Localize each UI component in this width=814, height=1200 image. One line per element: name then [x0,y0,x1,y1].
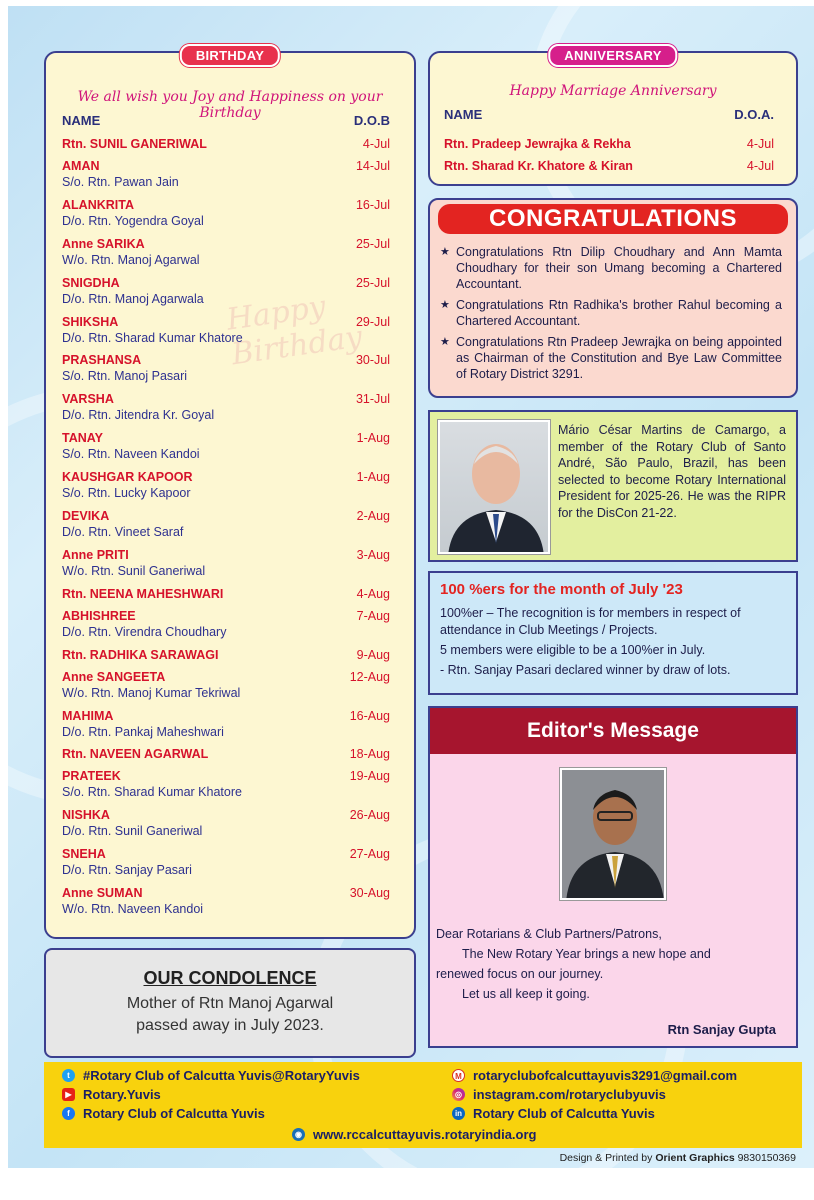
credit-phone: 9830150369 [737,1152,796,1164]
birthday-relation: D/o. Rtn. Yogendra Goyal [62,213,204,228]
birthday-row-main [62,648,390,662]
birthday-relation: S/o. Rtn. Sharad Kumar Khatore [62,785,242,800]
congrats-text: Congratulations Rtn Pradeep Jewrajka on being appointed as Chairman of the Constitution and Bye Law Committee of Rotary District 3291. [456,335,782,381]
birthday-name: TANAY [62,431,103,446]
birthday-name: Rtn. RADHIKA SARAWAGI [62,647,219,662]
facebook-handle: Rotary Club of Calcutta Yuvis [83,1106,265,1121]
person-icon [440,422,550,554]
ri-president-photo [438,420,550,554]
birthday-panel [44,48,416,939]
list-item [440,334,782,382]
birthday-date: 16-Jul [355,197,390,212]
birthday-date: 26-Aug [349,808,390,823]
birthday-row-main [62,137,390,151]
birthday-date: 1-Aug [356,470,390,485]
birthday-row [62,886,390,925]
birthday-name: ALANKRITA [62,197,134,212]
linkedin-icon: in [452,1107,465,1120]
birthday-row-main [62,847,390,861]
birthday-row-main [62,886,390,900]
birthday-row [62,470,390,509]
birthday-row-main [62,548,390,562]
birthday-name: Anne SANGEETA [62,669,166,684]
birthday-row [62,353,390,392]
happy-birthday-watermark: Happy Birthday [224,289,365,373]
birthday-date: 19-Aug [349,769,390,784]
birthday-relation: S/o. Rtn. Manoj Pasari [62,369,188,384]
birthday-row [62,648,390,670]
twitter-link[interactable] [62,1068,360,1083]
birthday-row [62,137,390,159]
birthday-row-main [62,392,390,406]
birthday-row-main [62,509,390,523]
linkedin-handle: Rotary Club of Calcutta Yuvis [473,1106,655,1121]
birthday-name: AMAN [62,159,100,173]
col-doa: D.O.A. [734,107,774,122]
gmail-address: rotaryclubofcalcuttayuvis3291@gmail.com [473,1068,738,1083]
twitter-icon: t [62,1069,75,1082]
birthday-name: PRASHANSA [62,353,142,368]
editor-panel [428,706,798,1048]
birthday-row [62,237,390,276]
birthday-row-main [62,747,390,761]
birthday-name: NISHKA [62,808,110,823]
birthday-row-main [62,315,390,329]
anniversary-wish: Happy Marriage Anniversary [509,83,717,99]
editor-signature: Rtn Sanjay Gupta [667,1022,776,1037]
birthday-relation: S/o. Rtn. Naveen Kandoi [62,447,200,462]
birthday-date: 18-Aug [349,747,390,762]
birthday-name: ABHISHREE [62,608,136,623]
editor-greeting: Dear Rotarians & Club Partners/Patrons, [436,927,662,941]
birthday-relation: W/o. Rtn. Manoj Kumar Tekriwal [62,685,241,700]
hundred-line: - Rtn. Sanjay Pasari declared winner by draw of lots. [440,663,731,677]
birthday-date: 9-Aug [356,647,390,662]
birthday-date: 30-Aug [349,886,390,901]
hundred-line: 5 members were eligible to be a 100%er in July. [440,643,706,657]
youtube-icon: ▶ [62,1088,75,1101]
birthday-row-main [62,470,390,484]
linkedin-link[interactable] [452,1106,655,1121]
birthday-row [62,808,390,847]
anniversary-header [444,107,774,122]
birthday-name: Rtn. NAVEEN AGARWAL [62,747,209,762]
hundred-body [440,605,786,682]
birthday-date: 27-Aug [349,847,390,862]
col-name: NAME [62,113,101,128]
birthday-row [62,276,390,315]
birthday-relation: W/o. Rtn. Sunil Ganeriwal [62,563,206,578]
birthday-date: 25-Jul [355,275,390,290]
editor-paragraph: Let us all keep it going. [462,987,590,1001]
hundred-line: 100%er – The recognition is for members in respect of attendance in Club Meetings / Projects. [440,606,741,637]
col-name: NAME [444,107,483,122]
birthday-date: 14-Jul [355,159,390,173]
birthday-relation: D/o. Rtn. Pankaj Maheshwari [62,724,224,739]
birthday-name: VARSHA [62,392,114,407]
credit-name: Orient Graphics [655,1152,735,1164]
birthday-relation: W/o. Rtn. Manoj Agarwal [62,252,200,267]
editor-title: Editor's Message [430,708,796,754]
star-icon: ★ [440,299,450,311]
birthday-row-main [62,670,390,684]
anniversary-name: Rtn. Sharad Kr. Khatore & Kiran [444,159,633,173]
anniversary-panel [428,48,798,186]
birthday-row [62,587,390,609]
anniversary-date: 4-Jul [746,137,774,151]
birthday-row [62,509,390,548]
congratulations-panel [428,198,798,398]
birthday-name: DEVIKA [62,509,110,524]
birthday-relation: W/o. Rtn. Naveen Kandoi [62,902,204,917]
birthday-row-main [62,276,390,290]
birthday-row-main [62,353,390,367]
instagram-icon: ◎ [452,1088,465,1101]
congratulations-list [440,244,782,387]
birthday-date: 30-Jul [355,353,390,368]
contact-footer [44,1062,802,1148]
birthday-relation: D/o. Rtn. Jitendra Kr. Goyal [62,408,215,423]
birthday-relation: S/o. Rtn. Lucky Kapoor [62,486,191,501]
birthday-row [62,769,390,808]
congrats-text: Congratulations Rtn Radhika's brother Rahul becoming a Chartered Accountant. [456,298,782,328]
birthday-header [62,113,390,128]
birthday-name: Rtn. NEENA MAHESHWARI [62,586,224,601]
birthday-row-main [62,159,390,173]
birthday-row-main [62,198,390,212]
birthday-row [62,670,390,709]
editor-paragraph: renewed focus on our journey. [436,967,604,981]
facebook-link[interactable] [62,1106,265,1121]
anniversary-name: Rtn. Pradeep Jewrajka & Rekha [444,137,631,151]
ri-president-text: Mário César Martins de Camargo, a member of the Rotary Club of Santo André, São Paulo, Brazil, has been selected to become Rotary International President for 2025-26. He was the RIPR for the DisCon 21-22. [558,423,786,520]
list-item [440,297,782,329]
hundred-heading: 100 %ers for the month of July '23 [440,581,683,598]
facebook-icon: f [62,1107,75,1120]
birthday-date: 3-Aug [356,547,390,562]
twitter-handle: #Rotary Club of Calcutta Yuvis@RotaryYuvis [83,1068,360,1083]
ri-president-panel [428,410,798,562]
star-icon: ★ [440,336,450,348]
gmail-link[interactable] [452,1068,737,1083]
birthday-row-main [62,237,390,251]
birthday-relation: S/o. Rtn. Pawan Jain [62,175,179,189]
birthday-date: 25-Jul [355,236,390,251]
birthday-row [62,747,390,769]
editor-body [436,924,786,1004]
birthday-date: 29-Jul [355,314,390,329]
birthday-date: 4-Aug [356,586,390,601]
anniversary-row [444,159,774,173]
birthday-name: Rtn. SUNIL GANERIWAL [62,137,207,151]
birthday-relation: D/o. Rtn. Virendra Choudhary [62,624,227,639]
website-link[interactable] [292,1127,536,1142]
birthday-row [62,159,390,198]
website-url: www.rccalcuttayuvis.rotaryindia.org [313,1127,537,1142]
birthday-row [62,709,390,748]
birthday-relation: D/o. Rtn. Vineet Saraf [62,525,184,540]
birthday-date: 1-Aug [356,431,390,446]
birthday-date: 31-Jul [355,392,390,407]
birthday-date: 4-Jul [362,137,390,151]
birthday-name: MAHIMA [62,708,114,723]
birthday-badge: BIRTHDAY [180,44,280,67]
birthday-row [62,548,390,587]
person-icon [562,770,666,900]
gmail-icon: M [452,1069,465,1082]
birthday-name: Anne SARIKA [62,236,145,251]
birthday-row [62,198,390,237]
birthday-wish: We all wish you Joy and Happiness on your Birthday [77,89,383,121]
birthday-name: SHIKSHA [62,314,119,329]
birthday-relation: D/o. Rtn. Manoj Agarwala [62,291,204,306]
birthday-name: KAUSHGAR KAPOOR [62,470,193,485]
birthday-row [62,431,390,470]
instagram-handle: instagram.com/rotaryclubyuvis [473,1087,666,1102]
birthday-date: 16-Aug [349,708,390,723]
birthday-date: 2-Aug [356,509,390,524]
birthday-row-main [62,609,390,623]
condolence-line: Mother of Rtn Manoj Agarwal [126,995,334,1012]
list-item [440,244,782,292]
birthday-relation: D/o. Rtn. Sunil Ganeriwal [62,824,203,839]
col-dob: D.O.B [353,113,390,128]
condolence-heading: OUR CONDOLENCE [143,968,317,988]
birthday-row-main [62,709,390,723]
birthday-row-main [62,769,390,783]
birthday-row [62,392,390,431]
birthday-row-main [62,587,390,601]
birthday-row [62,847,390,886]
birthday-row [62,315,390,354]
birthday-relation: D/o. Rtn. Sanjay Pasari [62,863,192,878]
birthday-relation: D/o. Rtn. Sharad Kumar Khatore [62,330,243,345]
birthday-row [62,609,390,648]
star-icon: ★ [440,246,450,258]
editor-paragraph: The New Rotary Year brings a new hope and [462,947,711,961]
hundred-percenters-panel [428,571,798,695]
condolence-panel [44,948,416,1058]
birthday-date: 7-Aug [356,608,390,623]
globe-icon: ◉ [292,1128,305,1141]
anniversary-date: 4-Jul [746,159,774,173]
birthday-name: Anne PRITI [62,547,129,562]
congratulations-title: CONGRATULATIONS [438,204,788,234]
birthday-name: Anne SUMAN [62,886,143,901]
birthday-name: SNIGDHA [62,275,120,290]
birthday-list [62,137,390,925]
editor-photo [560,768,666,900]
anniversary-row [444,137,774,151]
youtube-handle: Rotary.Yuvis [83,1087,161,1102]
instagram-link[interactable] [452,1087,666,1102]
youtube-link[interactable] [62,1087,161,1102]
newsletter-page [8,6,814,1168]
birthday-row-main [62,808,390,822]
birthday-name: SNEHA [62,847,106,862]
birthday-name: PRATEEK [62,769,121,784]
print-credit [560,1152,796,1164]
anniversary-badge: ANNIVERSARY [548,44,677,67]
credit-prefix: Design & Printed by [559,1152,653,1164]
birthday-row-main [62,431,390,445]
condolence-line: passed away in July 2023. [136,1017,324,1034]
birthday-date: 12-Aug [349,669,390,684]
congrats-text: Congratulations Rtn Dilip Choudhary and Ann Mamta Choudhary for their son Umang becoming a Chartered Accountant. [456,245,782,291]
